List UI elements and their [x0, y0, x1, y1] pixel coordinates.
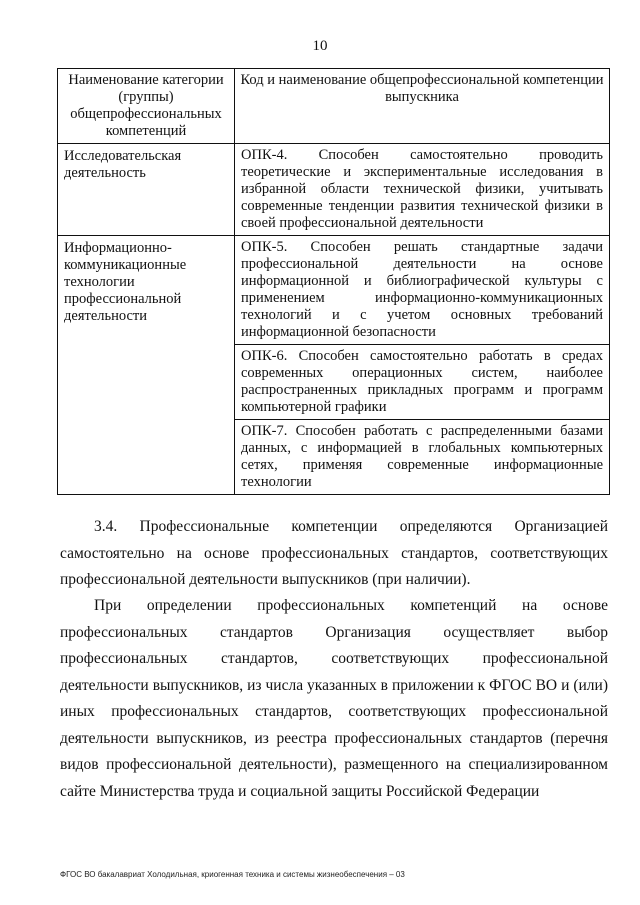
competency-cell: ОПК-4. Способен самостоятельно проводить теоретические и экспериментальные исследования в избранной области технической физики, учитывать современные тенденции развития технической физики в своей профессиональной деятельности	[235, 144, 610, 236]
header-competency: Код и наименование общепрофессиональной компетенции выпускника	[235, 69, 610, 144]
page-number: 10	[312, 38, 328, 54]
paragraph-3-4: 3.4. Профессиональные компетенции определяются Организацией самостоятельно на основе профессиональных стандартов, соответствующих профессиональной деятельности выпускников (при наличии).	[60, 518, 608, 588]
category-cell: Исследовательская деятельность	[58, 144, 235, 236]
table-row	[58, 236, 610, 345]
competency-cell: ОПК-6. Способен самостоятельно работать в средах современных операционных систем, наиболее распространенных прикладных программ и программ компьютерной графики	[235, 345, 610, 420]
table-row	[58, 144, 610, 236]
paragraph-professional-standards: При определении профессиональных компетенций на основе профессиональных стандартов Организация осуществляет выбор профессиональных стандартов, соответствующих профессиональной деятельности выпускников, из числа указанных в приложении к ФГОС ВО и (или) иных профессиональных стандартов, соответствующих профессиональной деятельности выпускников, из реестра профессиональных стандартов (перечня видов профессиональной деятельности), размещенного на специализированном сайте Министерства труда и социальной защиты Российской Федерации	[60, 597, 608, 800]
competency-cell: ОПК-7. Способен работать с распределенными базами данных, с информацией в глобальных компьютерных сетях, применяя современные информационные технологии	[235, 420, 610, 495]
header-category: Наименование категории (группы) общепрофессиональных компетенций	[58, 69, 235, 144]
table-header-row	[58, 69, 610, 144]
competency-cell: ОПК-5. Способен решать стандартные задачи профессиональной деятельности на основе информационной и библиографической культуры с применением информационно-коммуникационных технологий и с учетом основных требований информационной безопасности	[235, 236, 610, 345]
footer-text: ФГОС ВО бакалавриат Холодильная, криогенная техника и системы жизнеобеспечения – 03	[60, 870, 405, 879]
competencies-table	[57, 68, 610, 495]
category-cell: Информационно-коммуникационные технологии профессиональной деятельности	[58, 236, 235, 495]
